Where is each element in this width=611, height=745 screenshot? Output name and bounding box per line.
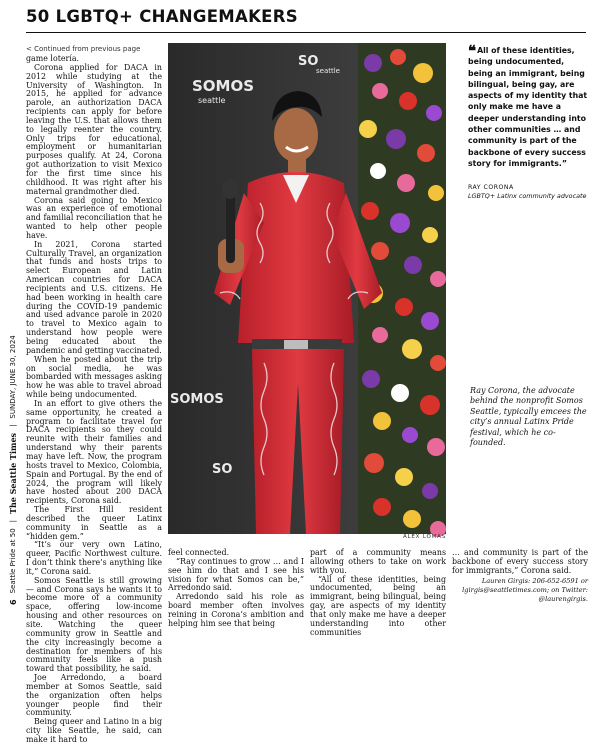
paragraph: “It’s our very own Latino, queer, Pacific Northwest culture. I don’t think there’s anything like it,” Corona said. [26, 540, 162, 576]
header-rule [26, 32, 586, 33]
paragraph: Joe Arredondo, a board member at Somos Seattle, said the organization often helps younger people find their community. [26, 673, 162, 718]
page-sidebar: 6 Seattle Pride at 50 | The Seattle Times | SUNDAY, JUNE 30, 2024 [8, 335, 18, 605]
photo-caption: Ray Corona, the advocate behind the nonprofit Somos Seattle, typically emcees the city’s annual Latinx Pride festival, which he co-founded. [470, 386, 587, 448]
paragraph: The First Hill resident described the queer Latinx community in Seattle as a “hidden gem.” [26, 505, 162, 541]
pull-quote-text: All of these identities, being undocumented, being an immigrant, being bilingual, being gay, are aspects of my identity that only make me have a deeper understanding into other communities … and community is part of the backbone of every success story for immigrants.” [468, 46, 588, 168]
byline-line: @laurengirgis. [538, 595, 588, 604]
pull-quote-role: LGBTQ+ Latinx community advocate [468, 192, 587, 200]
sidebar-section: Seattle Pride at 50 [9, 528, 17, 594]
paragraph: “All of these identities, being undocumented, being an immigrant, being bilingual, being gay, are aspects of my identity that only make me have a deeper understanding into other communities [310, 574, 446, 637]
paragraph: In 2021, Corona started Culturally Travel, an organization that funds and hosts trips to select European and Latin American countries for DACA recipients and U.S. citizens. He had been working in health care during the COVID-19 pandemic and used advance parole in 2020 to travel to Mexico again to understand how people were being educated about the pandemic and getting vaccinated. [26, 239, 162, 355]
article-column-4 [452, 549, 588, 612]
publication-logo: The Seattle Times [8, 432, 18, 514]
article-column-1 [26, 54, 162, 744]
backdrop-logo-text: SO [212, 462, 233, 477]
paragraph: Somos Seattle is still growing — and Corona says he wants it to become more of a community space, offering low-income housing and other resources on site. Watching the queer community grow in Seattle and the city increasingly become a destination for members of his community feels like a push toward that possibility, he said. [26, 575, 162, 674]
paragraph: In an effort to give others the same opportunity, he created a program to facilitate travel for DACA recipients so they could reunite with their families and understand why their parents may have left. Now, the program hosts travel to Mexico, Colombia, Spain and Portugal. By the end of 2024, the program will likely have hosted about 200 DACA recipients, Corona said. [26, 398, 162, 506]
backdrop-logo-text: SOMOS [192, 77, 255, 95]
quote-mark-icon: ❝ [468, 42, 477, 60]
paragraph: Arredondo said his role as board member often involves reining in Corona’s ambition and helping him see that being [168, 592, 304, 628]
sidebar-date: SUNDAY, JUNE 30, 2024 [9, 335, 17, 419]
backdrop-logo-text: seattle [316, 67, 340, 75]
backdrop-logo-text: SO [298, 54, 319, 69]
backdrop-logo-text: seattle [198, 96, 226, 105]
section-title: 50 LGBTQ+ CHANGEMAKERS [26, 7, 298, 26]
byline-line: Lauren Girgis: 206-652-6591 or [481, 576, 588, 585]
backdrop-logo-text: SOMOS [170, 392, 224, 407]
continued-label[interactable]: < Continued from previous page [26, 45, 141, 53]
paragraph: Corona said going to Mexico was an experience of emotional and familial reconciliation that he wanted to help other people have. [26, 195, 162, 240]
paragraph: feel connected. [168, 548, 230, 557]
paragraph: … and community is part of the backbone of every success story for immigrants,” Corona said. [452, 548, 588, 575]
paragraph: part of a community means allowing others to take on work with you. [310, 548, 446, 575]
photo-credit: ALEX LOMAS [402, 534, 446, 540]
article-photo [168, 43, 446, 534]
page-number: 6 [8, 599, 18, 605]
paragraph: “Ray continues to grow … and I see him do that and I see his vision for what Somos can be,” Arredondo said. [168, 556, 304, 593]
pull-quote-name: RAY CORONA [468, 184, 514, 191]
photo-illustration [168, 43, 446, 534]
article-column-2 [168, 548, 304, 628]
paragraph: Being queer and Latino in a big city like Seattle, he said, can make it hard to [26, 717, 162, 744]
pull-quote [468, 42, 588, 169]
paragraph: Corona applied for DACA in 2012 while studying at the University of Washington. In 2015, he applied for advance parole, an authorization DACA recipients can apply for before leaving the U.S. that allows them to legally reenter the country. Only trips for educational, employment or humanitarian purposes qualify. At 24, Corona got authorization to visit Mexico for the first time since his childhood. It was right after his maternal grandmother died. [26, 62, 162, 196]
paragraph: When he posted about the trip on social media, he was bombarded with messages asking how he was able to travel abroad while being undocumented. [26, 354, 162, 400]
article-column-3 [310, 548, 446, 637]
byline-line: lgirgis@seattletimes.com; on Twitter: [462, 585, 588, 594]
paragraph: game lotería. [26, 54, 80, 63]
